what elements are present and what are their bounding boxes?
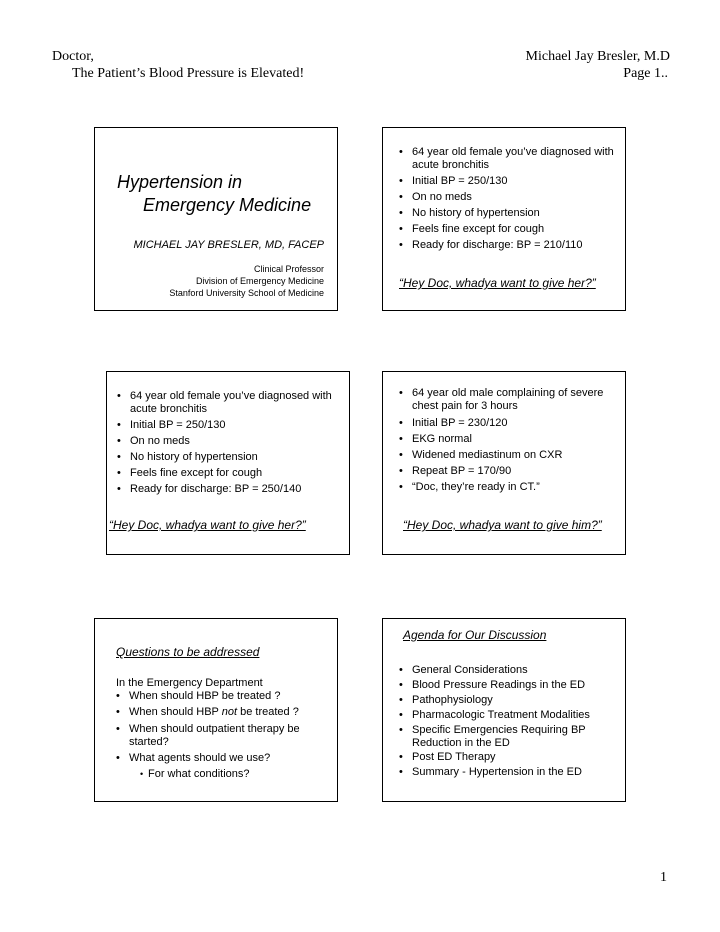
bullet-item: • Specific Emergencies Requiring BP Reduction in the ED (399, 724, 586, 749)
bullet-item: • EKG normal (399, 433, 472, 445)
bullet-dot: • (399, 679, 403, 691)
page-number: 1 (660, 870, 667, 885)
slide-title-line2: Emergency Medicine (143, 195, 312, 215)
bullet-dot: • (399, 724, 403, 736)
slide-quote: “Hey Doc, whadya want to give her?” (109, 518, 306, 532)
slide-case-male (382, 371, 626, 555)
bullet-dot: • (399, 417, 403, 429)
bullet-item: • Repeat BP = 170/90 (399, 465, 512, 477)
slide-author: MICHAEL JAY BRESLER, MD, FACEP (133, 239, 324, 251)
bullet-dot: • (140, 769, 144, 779)
bullet-dot: • (117, 390, 121, 402)
slide-school: Stanford University School of Medicine (169, 288, 324, 298)
bullet-dot: • (399, 207, 403, 219)
slide-questions (94, 618, 338, 802)
bullet-item: • Pharmacologic Treatment Modalities (399, 709, 590, 721)
bullet-dot: • (399, 387, 403, 399)
header-author: Michael Jay Bresler, M.D (525, 49, 670, 64)
bullet-item: • Initial BP = 250/130 (117, 419, 226, 431)
bullet-dot: • (399, 239, 403, 251)
questions-intro: In the Emergency Department (116, 677, 263, 689)
bullet-dot: • (116, 706, 120, 718)
bullet-dot: • (117, 435, 121, 447)
bullet-item: • Blood Pressure Readings in the ED (399, 679, 586, 691)
bullet-item: • When should HBP not be treated ? (116, 706, 299, 718)
bullet-item: • What agents should we use? (116, 752, 271, 764)
bullet-item: • Feels fine except for cough (117, 467, 263, 479)
slide-agenda (382, 618, 626, 802)
bullet-dot: • (116, 723, 120, 735)
slide-quote: “Hey Doc, whadya want to give her?” (399, 276, 596, 290)
bullet-item: • Widened mediastinum on CXR (399, 449, 563, 461)
slide-case-female-2 (106, 371, 350, 555)
bullet-dot: • (399, 146, 403, 158)
header-page-label: Page 1.. (623, 66, 668, 81)
slide-case-female-1 (382, 127, 626, 311)
bullet-dot: • (116, 690, 120, 702)
bullet-dot: • (399, 175, 403, 187)
bullet-dot: • (399, 751, 403, 763)
bullet-item: • No history of hypertension (117, 451, 258, 463)
bullet-dot: • (399, 191, 403, 203)
sub-bullet-item: • For what conditions? (140, 768, 250, 780)
bullet-dot: • (399, 465, 403, 477)
bullet-dot: • (399, 223, 403, 235)
bullet-dot: • (399, 694, 403, 706)
bullet-item: • Pathophysiology (399, 694, 493, 706)
bullet-item: • Ready for discharge: BP = 210/110 (399, 239, 583, 251)
bullet-dot: • (399, 449, 403, 461)
header-doctor: Doctor, (52, 49, 94, 64)
bullet-item: • Summary - Hypertension in the ED (399, 766, 582, 778)
bullet-item: • When should outpatient therapy be started? (116, 723, 300, 748)
bullet-item: • On no meds (117, 435, 190, 447)
slide-title (94, 127, 338, 311)
bullet-item: • On no meds (399, 191, 472, 203)
slide-title-line1: Hypertension in (117, 172, 243, 192)
slide-quote: “Hey Doc, whadya want to give him?” (403, 518, 602, 532)
bullet-item: • Post ED Therapy (399, 751, 496, 763)
slide-division: Division of Emergency Medicine (195, 276, 324, 286)
slide-heading: Questions to be addressed (116, 645, 260, 659)
bullet-item: • Initial BP = 230/120 (399, 417, 508, 429)
bullet-dot: • (117, 483, 121, 495)
bullet-item: • Ready for discharge: BP = 250/140 (117, 483, 302, 495)
bullet-item: • When should HBP be treated ? (116, 690, 281, 702)
bullet-dot: • (117, 451, 121, 463)
header-document-title: The Patient’s Blood Pressure is Elevated! (72, 66, 305, 81)
bullet-dot: • (117, 467, 121, 479)
bullet-item: • Feels fine except for cough (399, 223, 545, 235)
bullet-item: • 64 year old female you’ve diagnosed with acute bronchitis (117, 390, 332, 415)
slide-role: Clinical Professor (253, 264, 324, 274)
bullet-dot: • (117, 419, 121, 431)
bullet-item: • 64 year old female you’ve diagnosed with acute bronchitis (399, 146, 614, 171)
bullet-item: • 64 year old male complaining of severe chest pain for 3 hours (399, 387, 604, 412)
bullet-dot: • (399, 766, 403, 778)
bullet-item: • No history of hypertension (399, 207, 540, 219)
bullet-dot: • (399, 481, 403, 493)
bullet-item: • General Considerations (399, 664, 528, 676)
bullet-dot: • (116, 752, 120, 764)
bullet-item: • Initial BP = 250/130 (399, 175, 508, 187)
bullet-dot: • (399, 433, 403, 445)
bullet-item: • “Doc, they’re ready in CT.” (399, 481, 540, 493)
bullet-dot: • (399, 709, 403, 721)
bullet-dot: • (399, 664, 403, 676)
slide-heading: Agenda for Our Discussion (403, 628, 547, 642)
